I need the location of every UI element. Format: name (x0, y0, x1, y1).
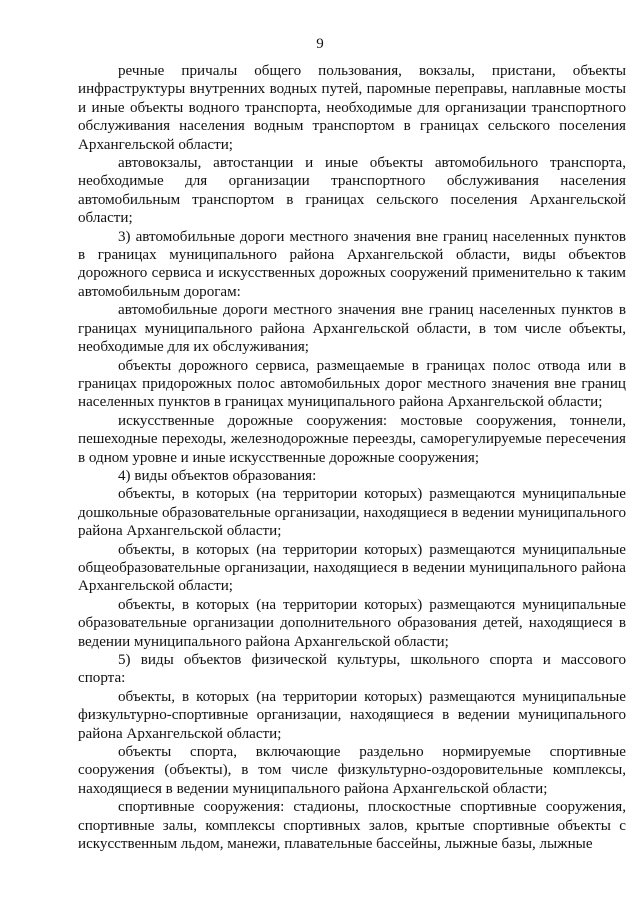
paragraph: автомобильные дороги местного значения вне границ населенных пунктов в границах муниципального района Архангельской области, в том числе объекты, необходимые для их обслуживания; (78, 302, 626, 356)
document-body (78, 62, 626, 853)
paragraph: объекты спорта, включающие раздельно нормируемые спортивные сооружения (объекты), в том числе физкультурно-оздоровительные комплексы, находящиеся в ведении муниципального района Архангельской области; (78, 744, 626, 797)
paragraph: автовокзалы, автостанции и иные объекты автомобильного транспорта, необходимые для организации транспортного обслуживания населения автомобильным транспортом в границах сельского поселения Архангельской области; (78, 155, 626, 227)
paragraph: 4) виды объектов образования: (118, 467, 317, 484)
paragraph: объекты, в которых (на территории которых) размещаются муниципальные общеобразовательные организации, находящиеся в ведении муниципального района Архангельской области; (78, 541, 626, 595)
paragraph: искусственные дорожные сооружения: мостовые сооружения, тоннели, пешеходные переходы, железнодорожные переезды, саморегулируемые пересечения в одном уровне и иные искусственные дорожные сооружения; (78, 412, 626, 466)
paragraph: речные причалы общего пользования, вокзалы, пристани, объекты инфраструктуры внутренних водных путей, паромные переправы, наплавные мосты и иные объекты водного транспорта, необходимые для организации транспортного обслуживания населения водным транспортом в границах сельского поселения Архангельской области; (78, 63, 626, 153)
paragraph: объекты дорожного сервиса, размещаемые в границах полос отвода или в границах придорожных полос автомобильных дорог местного значения вне границ населенных пунктов в границах муниципального района Архангельской области; (78, 357, 626, 411)
paragraph: 3) автомобильные дороги местного значения вне границ населенных пунктов в границах муниципального района Архангельской области, виды объектов дорожного сервиса и искусственных дорожных сооружений применительно к таким автомобильным дорогам: (78, 228, 626, 300)
paragraph: объекты, в которых (на территории которых) размещаются муниципальные образовательные организации дополнительного образования детей, находящиеся в ведении муниципального района Архангельской области; (78, 596, 626, 650)
paragraph: объекты, в которых (на территории которых) размещаются муниципальные дошкольные образовательные организации, находящиеся в ведении муниципального района Архангельской области; (78, 486, 626, 540)
paragraph: спортивные сооружения: стадионы, плоскостные спортивные сооружения, спортивные залы, комплексы спортивных залов, крытые спортивные объекты с искусственным льдом, манежи, плавательные бассейны, лыжные базы, лыжные (78, 799, 626, 853)
page-number: 9 (316, 36, 324, 52)
paragraph: объекты, в которых (на территории которых) размещаются муниципальные физкультурно-спортивные организации, находящиеся в ведении муниципального района Архангельской области; (78, 688, 626, 742)
paragraph: 5) виды объектов физической культуры, школьного спорта и массового спорта: (78, 652, 626, 687)
